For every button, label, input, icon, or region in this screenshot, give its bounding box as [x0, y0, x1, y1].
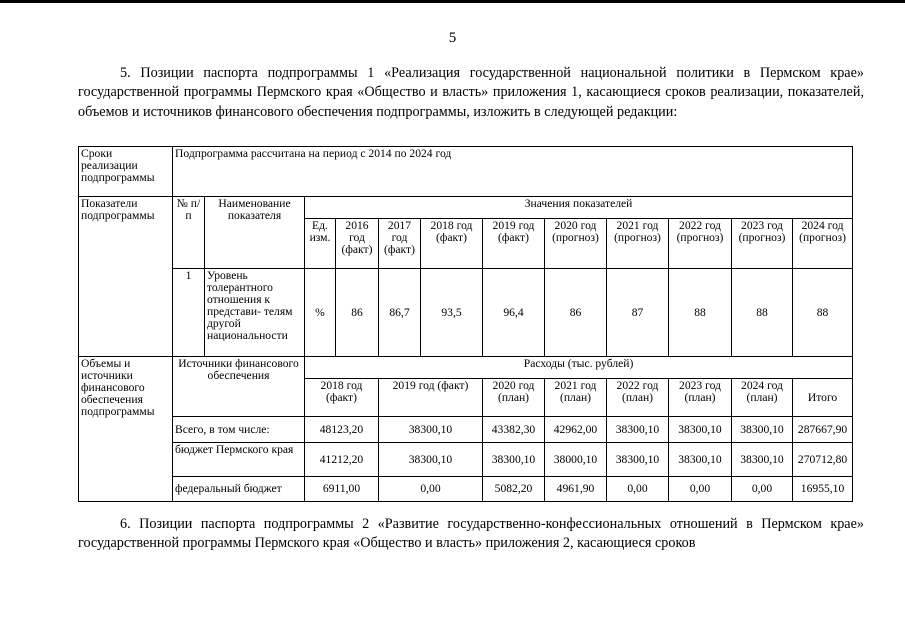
table-row — [79, 269, 853, 357]
indicator-year-header: 2020 год (прогноз) — [545, 219, 607, 269]
finance-value: 38300,10 — [379, 417, 483, 443]
finance-source: Всего, в том числе: — [173, 417, 305, 443]
finance-source: федеральный бюджет — [173, 477, 305, 502]
indicator-year-header: 2017 год (факт) — [379, 219, 421, 269]
finance-year-header: 2021 год (план) — [545, 379, 607, 417]
finance-year-header: 2020 год (план) — [483, 379, 545, 417]
subprogram-passport-table — [78, 146, 853, 502]
indicator-value: 93,5 — [421, 269, 483, 357]
finance-year-header: 2024 год (план) — [732, 379, 793, 417]
finance-header-row — [79, 357, 853, 379]
finance-year-header: 2018 год (факт) — [305, 379, 379, 417]
finance-value: 16955,10 — [793, 477, 853, 502]
indicator-year-header: 2023 год (прогноз) — [732, 219, 793, 269]
paragraph-5: 5. Позиции паспорта подпрограммы 1 «Реализация государственной национальной политики в Пермском крае» государственной программы Пермского края «Общество и власть» приложения 1, касающиеся сроков реализации, показателей, объемов и источников финансового обеспечения подпрограммы, изложить в следующей редакции: — [78, 65, 864, 120]
top-scan-line — [0, 0, 905, 3]
indicator-value: 86 — [545, 269, 607, 357]
finance-value: 38300,10 — [732, 443, 793, 477]
finance-label: Объемы и источники финансового обеспечения подпрограммы — [79, 357, 173, 502]
finance-value: 287667,90 — [793, 417, 853, 443]
indicator-year-header: 2024 год (прогноз) — [793, 219, 853, 269]
finance-value: 48123,20 — [305, 417, 379, 443]
finance-value: 270712,80 — [793, 443, 853, 477]
indicator-year-header: 2022 год (прогноз) — [669, 219, 732, 269]
finance-value: 43382,30 — [483, 417, 545, 443]
finance-value: 38300,10 — [669, 417, 732, 443]
table-row — [79, 417, 853, 443]
finance-value: 5082,20 — [483, 477, 545, 502]
indicator-value: 88 — [669, 269, 732, 357]
finance-value: 38000,10 — [545, 443, 607, 477]
indicator-num: 1 — [173, 269, 205, 357]
finance-year-header: 2019 год (факт) — [379, 379, 483, 417]
indicator-year-header: 2016 год (факт) — [336, 219, 379, 269]
paragraph-6: 6. Позиции паспорта подпрограммы 2 «Развитие государственно-конфессиональных отношений в Пермском крае» государственной программы Пермского края «Общество и власть» приложения 2, касающиеся сроков — [78, 516, 864, 552]
expenses-header: Расходы (тыс. рублей) — [305, 357, 853, 379]
indicator-name: Уровень толерантного отношения к представи- телям другой национальности — [205, 269, 305, 357]
indicator-value: 86,7 — [379, 269, 421, 357]
indicator-value: 86 — [336, 269, 379, 357]
finance-value: 38300,10 — [732, 417, 793, 443]
unit-header: Ед. изм. — [305, 219, 336, 269]
finance-value: 38300,10 — [483, 443, 545, 477]
indicator-value: 88 — [793, 269, 853, 357]
period-value: Подпрограмма рассчитана на период с 2014 по 2024 год — [173, 147, 853, 197]
finance-value: 0,00 — [732, 477, 793, 502]
finance-value: 41212,20 — [305, 443, 379, 477]
indicator-unit: % — [305, 269, 336, 357]
num-header: № п/п — [173, 197, 205, 269]
period-label: Сроки реализации подпрограммы — [79, 147, 173, 197]
finance-value: 6911,00 — [305, 477, 379, 502]
finance-year-header: 2022 год (план) — [607, 379, 669, 417]
sources-header: Источники финансового обеспечения — [173, 357, 305, 417]
period-row — [79, 147, 853, 197]
indicator-year-header: 2021 год (прогноз) — [607, 219, 669, 269]
finance-value: 42962,00 — [545, 417, 607, 443]
page-number: 5 — [448, 30, 457, 46]
table-row — [79, 443, 853, 477]
finance-value: 0,00 — [607, 477, 669, 502]
finance-total-header: Итого — [793, 379, 853, 417]
finance-value: 38300,10 — [607, 417, 669, 443]
indicator-year-header: 2019 год (факт) — [483, 219, 545, 269]
finance-value: 38300,10 — [669, 443, 732, 477]
finance-value: 0,00 — [669, 477, 732, 502]
indicator-value: 96,4 — [483, 269, 545, 357]
finance-value: 38300,10 — [379, 443, 483, 477]
table-row — [79, 477, 853, 502]
finance-source: бюджет Пермского края — [173, 443, 305, 477]
finance-value: 0,00 — [379, 477, 483, 502]
values-header: Значения показателей — [305, 197, 853, 219]
name-header: Наименование показателя — [205, 197, 305, 269]
indicator-value: 87 — [607, 269, 669, 357]
finance-value: 4961,90 — [545, 477, 607, 502]
indicators-header-row — [79, 197, 853, 219]
indicator-value: 88 — [732, 269, 793, 357]
finance-value: 38300,10 — [607, 443, 669, 477]
finance-year-header: 2023 год (план) — [669, 379, 732, 417]
indicators-label: Показатели подпрограммы — [79, 197, 173, 357]
indicator-year-header: 2018 год (факт) — [421, 219, 483, 269]
